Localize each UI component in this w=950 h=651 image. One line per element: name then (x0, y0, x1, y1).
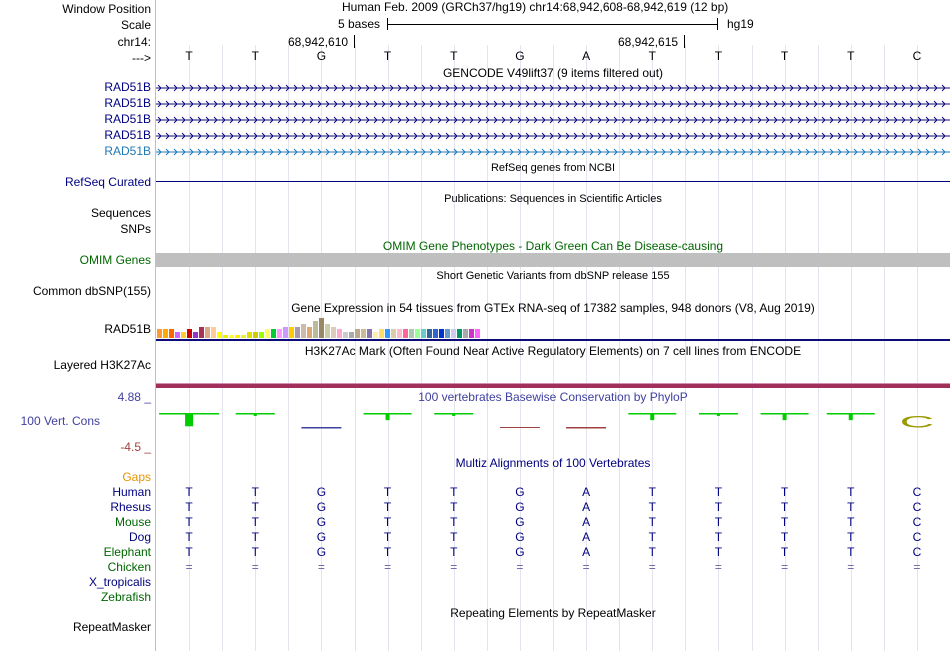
alignment-base: = (582, 560, 590, 574)
gtex-tissue-bar[interactable] (313, 321, 318, 338)
alignment-base: T (714, 515, 723, 529)
alignment-base: = (781, 560, 789, 574)
alignment-base: T (185, 500, 193, 514)
alignment-base: T (714, 500, 723, 514)
alignment-base: G (316, 515, 327, 529)
alignment-base: C (912, 530, 922, 544)
gtex-tissue-bar[interactable] (157, 329, 162, 338)
label-species-human: Human (112, 485, 151, 499)
gtex-tissue-bar[interactable] (409, 329, 414, 338)
h3k27ac-track-title[interactable]: H3K27Ac Mark (Often Found Near Active Regulatory Elements) on 7 cell lines from ENCODE (304, 344, 802, 358)
alignment-base: T (847, 500, 855, 514)
alignment-base: = (251, 560, 259, 574)
sequence-base: G (316, 49, 327, 63)
alignment-base: T (450, 515, 458, 529)
alignment-base: T (383, 485, 392, 499)
alignment-base: A (582, 515, 591, 529)
gencode-transcript[interactable] (156, 98, 950, 108)
sequence-base: T (251, 49, 259, 63)
label-species-elephant: Elephant (103, 545, 151, 559)
alignment-base: T (648, 545, 656, 559)
gtex-tissue-bar[interactable] (247, 332, 252, 338)
gtex-tissue-bar[interactable] (193, 332, 198, 338)
gtex-tissue-bar[interactable] (277, 329, 282, 338)
label-species-chicken: Chicken (107, 560, 151, 574)
alignment-base: = (516, 560, 524, 574)
gtex-tissue-bar[interactable] (451, 329, 456, 338)
gtex-tissue-bar[interactable] (205, 327, 210, 338)
scale-bar-right-tick (717, 18, 718, 30)
alignment-base: = (847, 560, 855, 574)
alignment-base: A (582, 545, 591, 559)
label-gencode-gene[interactable]: RAD51B (104, 80, 151, 94)
gencode-transcript[interactable] (156, 130, 950, 140)
alignment-base: T (780, 500, 789, 514)
alignment-base: = (450, 560, 458, 574)
label-refseq-curated[interactable]: RefSeq Curated (64, 175, 151, 189)
alignment-base: G (515, 530, 525, 544)
scale-bar-left-tick (387, 18, 388, 30)
gtex-tissue-bar[interactable] (187, 329, 192, 338)
omim-track-title[interactable]: OMIM Gene Phenotypes - Dark Green Can Be Disease-causing (382, 239, 724, 253)
phylop-track-title[interactable]: 100 vertebrates Basewise Conservation by PhyloP (418, 390, 688, 404)
alignment-base: G (515, 515, 525, 529)
gtex-tissue-bar[interactable] (391, 329, 396, 338)
alignment-base: G (316, 500, 327, 514)
gtex-tissue-bar[interactable] (349, 332, 354, 338)
alignment-base: G (316, 545, 327, 559)
alignment-base: T (185, 515, 193, 529)
alignment-base: T (383, 545, 392, 559)
gtex-tissue-bar[interactable] (283, 327, 288, 338)
alignment-base: C (912, 500, 922, 514)
sequence-base: C (912, 49, 922, 63)
sequence-base: T (847, 49, 855, 63)
sequence-base: G (515, 49, 525, 63)
alignment-base: T (450, 545, 458, 559)
gtex-tissue-bar[interactable] (217, 332, 222, 338)
label-repeatmasker[interactable]: RepeatMasker (72, 620, 151, 634)
gtex-tissue-bar[interactable] (397, 329, 402, 338)
gtex-tissue-bar[interactable] (361, 329, 366, 338)
gtex-tissue-bar[interactable] (445, 329, 450, 338)
label-phylop[interactable]: 100 Vert. Cons (20, 414, 100, 428)
alignment-base: C (912, 485, 922, 499)
gtex-tissue-bar[interactable] (163, 329, 168, 338)
label-window-position: Window Position (62, 2, 151, 16)
sequence-base: T (648, 49, 656, 63)
alignment-base: = (714, 560, 722, 574)
sequence-base: T (450, 49, 458, 63)
gtex-tissue-bar[interactable] (385, 329, 390, 338)
alignment-base: = (913, 560, 921, 574)
gtex-tissue-bar[interactable] (319, 318, 324, 338)
coord-label: 68,942,610 (288, 35, 349, 49)
gtex-tissue-bar[interactable] (463, 329, 468, 338)
alignment-base: T (847, 485, 855, 499)
alignment-base: T (648, 485, 656, 499)
phylop-bar (254, 414, 257, 416)
gtex-tissue-bar[interactable] (343, 332, 348, 338)
alignment-base: = (317, 560, 325, 574)
gtex-tissue-bar[interactable] (175, 332, 180, 338)
gtex-tissue-bar[interactable] (265, 329, 270, 338)
label-species-dog: Dog (128, 530, 151, 544)
gencode-transcript[interactable] (156, 114, 950, 124)
omim-gene-bar[interactable] (156, 253, 950, 267)
alignment-base: C (912, 515, 922, 529)
alignment-base: T (185, 530, 193, 544)
alignment-base: T (780, 485, 789, 499)
alignment-base: T (450, 485, 458, 499)
alignment-base: T (383, 500, 392, 514)
phylop-negative-bar (301, 427, 341, 429)
coord-label: 68,942,615 (618, 35, 679, 49)
alignment-base: T (714, 545, 723, 559)
alignment-base: T (847, 545, 855, 559)
label-phylop-min: -4.5 _ (120, 440, 151, 454)
alignment-base: T (251, 500, 259, 514)
alignment-base: A (582, 485, 591, 499)
track-label-column (0, 0, 156, 651)
repeatmasker-track-title[interactable]: Repeating Elements by RepeatMasker (450, 606, 656, 620)
label-gtex-gene[interactable]: RAD51B (104, 322, 151, 336)
gtex-tissue-bar[interactable] (223, 335, 228, 338)
alignment-base: T (780, 545, 789, 559)
label-gencode-gene[interactable]: RAD51B (104, 144, 151, 158)
gtex-tissue-bar[interactable] (403, 329, 408, 338)
alignment-base: G (515, 485, 525, 499)
gtex-tissue-bar[interactable] (355, 329, 360, 338)
alignment-base: C (912, 545, 922, 559)
alignment-base: G (515, 500, 525, 514)
gtex-tissue-bar[interactable] (253, 332, 258, 338)
sequence-base: T (185, 49, 193, 63)
dbsnp-track-title[interactable]: Short Genetic Variants from dbSNP release 155 (436, 270, 670, 282)
gtex-tissue-bar[interactable] (259, 332, 264, 338)
label-species-mouse: Mouse (114, 515, 151, 529)
alignment-base: T (847, 515, 855, 529)
gtex-tissue-bar[interactable] (307, 327, 312, 338)
publications-track-title[interactable]: Publications: Sequences in Scientific Articles (444, 193, 662, 205)
alignment-base: T (648, 530, 656, 544)
label-phylop-max: 4.88 _ (117, 390, 151, 404)
gtex-baseline (156, 339, 950, 341)
gtex-tissue-bar[interactable] (367, 329, 372, 338)
multiz-track-title[interactable]: Multiz Alignments of 100 Vertebrates (455, 456, 651, 470)
refseq-track-title[interactable]: RefSeq genes from NCBI (490, 162, 616, 174)
gtex-tissue-bar[interactable] (271, 329, 276, 338)
label-scale: Scale (120, 18, 151, 32)
label-species-rhesus: Rhesus (110, 500, 151, 514)
gtex-tissue-bar[interactable] (301, 324, 306, 338)
gtex-tissue-bar[interactable] (337, 329, 342, 338)
alignment-base: T (648, 500, 656, 514)
alignment-base: T (780, 515, 789, 529)
label-dbsnp[interactable]: Common dbSNP(155) (32, 284, 151, 298)
label-chrom: chr14: (117, 35, 151, 49)
refseq-gene-line[interactable] (156, 181, 950, 182)
alignment-base: T (450, 530, 458, 544)
label-publications-sequences[interactable]: Sequences (90, 206, 151, 220)
label-gencode-gene[interactable]: RAD51B (104, 96, 151, 110)
label-strand[interactable]: ---> (132, 51, 151, 65)
gtex-tissue-bar[interactable] (235, 335, 240, 338)
alignment-base: T (383, 530, 392, 544)
gtex-tissue-bar[interactable] (415, 329, 420, 338)
label-gaps: Gaps (122, 470, 151, 484)
phylop-zero-bar (500, 427, 540, 428)
alignment-base: G (316, 485, 327, 499)
gtex-tissue-bar[interactable] (373, 332, 378, 338)
alignment-base: T (780, 530, 789, 544)
label-species-x-tropicalis: X_tropicalis (88, 575, 151, 589)
window-position-text: Human Feb. 2009 (GRCh37/hg19) chr14:68,942,608-68,942,619 (12 bp) (342, 0, 729, 14)
phylop-bar (185, 414, 193, 426)
sequence-base: A (582, 49, 591, 63)
h3k27ac-signal[interactable] (156, 383, 950, 388)
gtex-tissue-bar[interactable] (229, 335, 234, 338)
sequence-base: T (383, 49, 392, 63)
label-h3k27ac[interactable]: Layered H3K27Ac (53, 358, 151, 372)
alignment-base: T (714, 485, 723, 499)
gtex-tissue-bar[interactable] (289, 327, 294, 338)
alignment-base: T (383, 515, 392, 529)
sequence-base: T (714, 49, 723, 63)
gtex-track-title[interactable]: Gene Expression in 54 tissues from GTEx RNA-seq of 17382 samples, 948 donors (V8, Aug 2019) (291, 301, 815, 315)
gtex-tissue-bar[interactable] (475, 329, 480, 338)
alignment-base: G (515, 545, 525, 559)
label-publications-snps[interactable]: SNPs (120, 222, 151, 236)
label-gencode-gene[interactable]: RAD51B (104, 128, 151, 142)
phylop-bar (452, 414, 455, 416)
alignment-base: T (450, 500, 458, 514)
phylop-negative-bar (566, 427, 606, 429)
gencode-transcript[interactable] (156, 146, 950, 156)
gencode-track-title[interactable]: GENCODE V49lift37 (9 items filtered out) (442, 66, 664, 80)
gtex-tissue-bar[interactable] (211, 327, 216, 338)
phylop-conservation-plot[interactable] (156, 405, 950, 440)
gtex-tissue-bar[interactable] (181, 332, 186, 338)
label-species-zebrafish: Zebrafish (100, 590, 151, 604)
base-sequence-row (156, 49, 950, 63)
alignment-base: T (185, 485, 193, 499)
alignment-base: T (251, 485, 259, 499)
alignment-base: = (648, 560, 656, 574)
gtex-tissue-bar[interactable] (427, 329, 432, 338)
gencode-transcript[interactable] (156, 82, 950, 92)
gtex-tissue-bar[interactable] (433, 329, 438, 338)
gtex-expression-bars[interactable] (156, 316, 950, 338)
phylop-bar (650, 414, 654, 420)
alignment-base: T (714, 530, 723, 544)
alignment-base: T (251, 515, 259, 529)
gtex-tissue-bar[interactable] (295, 327, 300, 338)
coord-tick (684, 35, 685, 48)
phylop-bar (717, 414, 720, 416)
gtex-tissue-bar[interactable] (439, 329, 444, 338)
track-image-area[interactable] (156, 0, 950, 651)
gtex-tissue-bar[interactable] (469, 329, 474, 338)
alignment-base: T (847, 530, 855, 544)
sequence-base: T (780, 49, 789, 63)
phylop-base-glyph: C (899, 412, 935, 432)
alignment-base: A (582, 500, 591, 514)
gtex-tissue-bar[interactable] (331, 327, 336, 338)
alignment-base: T (251, 545, 259, 559)
alignment-base: = (384, 560, 392, 574)
label-omim-genes[interactable]: OMIM Genes (79, 253, 151, 267)
label-gencode-gene[interactable]: RAD51B (104, 112, 151, 126)
coord-tick (354, 35, 355, 48)
gtex-tissue-bar[interactable] (421, 329, 426, 338)
alignment-base: T (185, 545, 193, 559)
assembly-label: hg19 (727, 17, 754, 31)
phylop-bar (783, 414, 787, 420)
gtex-tissue-bar[interactable] (169, 329, 174, 338)
gtex-tissue-bar[interactable] (379, 329, 384, 338)
gtex-tissue-bar[interactable] (325, 324, 330, 338)
scale-text: 5 bases (338, 17, 381, 31)
gtex-tissue-bar[interactable] (241, 335, 246, 338)
alignment-base: = (185, 560, 193, 574)
alignment-base: A (582, 530, 591, 544)
gtex-tissue-bar[interactable] (457, 329, 462, 338)
alignment-base: G (316, 530, 327, 544)
alignment-base: T (648, 515, 656, 529)
gtex-tissue-bar[interactable] (199, 327, 204, 338)
alignment-base: T (251, 530, 259, 544)
phylop-bar (386, 414, 390, 420)
scale-bar (387, 24, 717, 25)
phylop-bar (849, 414, 853, 420)
